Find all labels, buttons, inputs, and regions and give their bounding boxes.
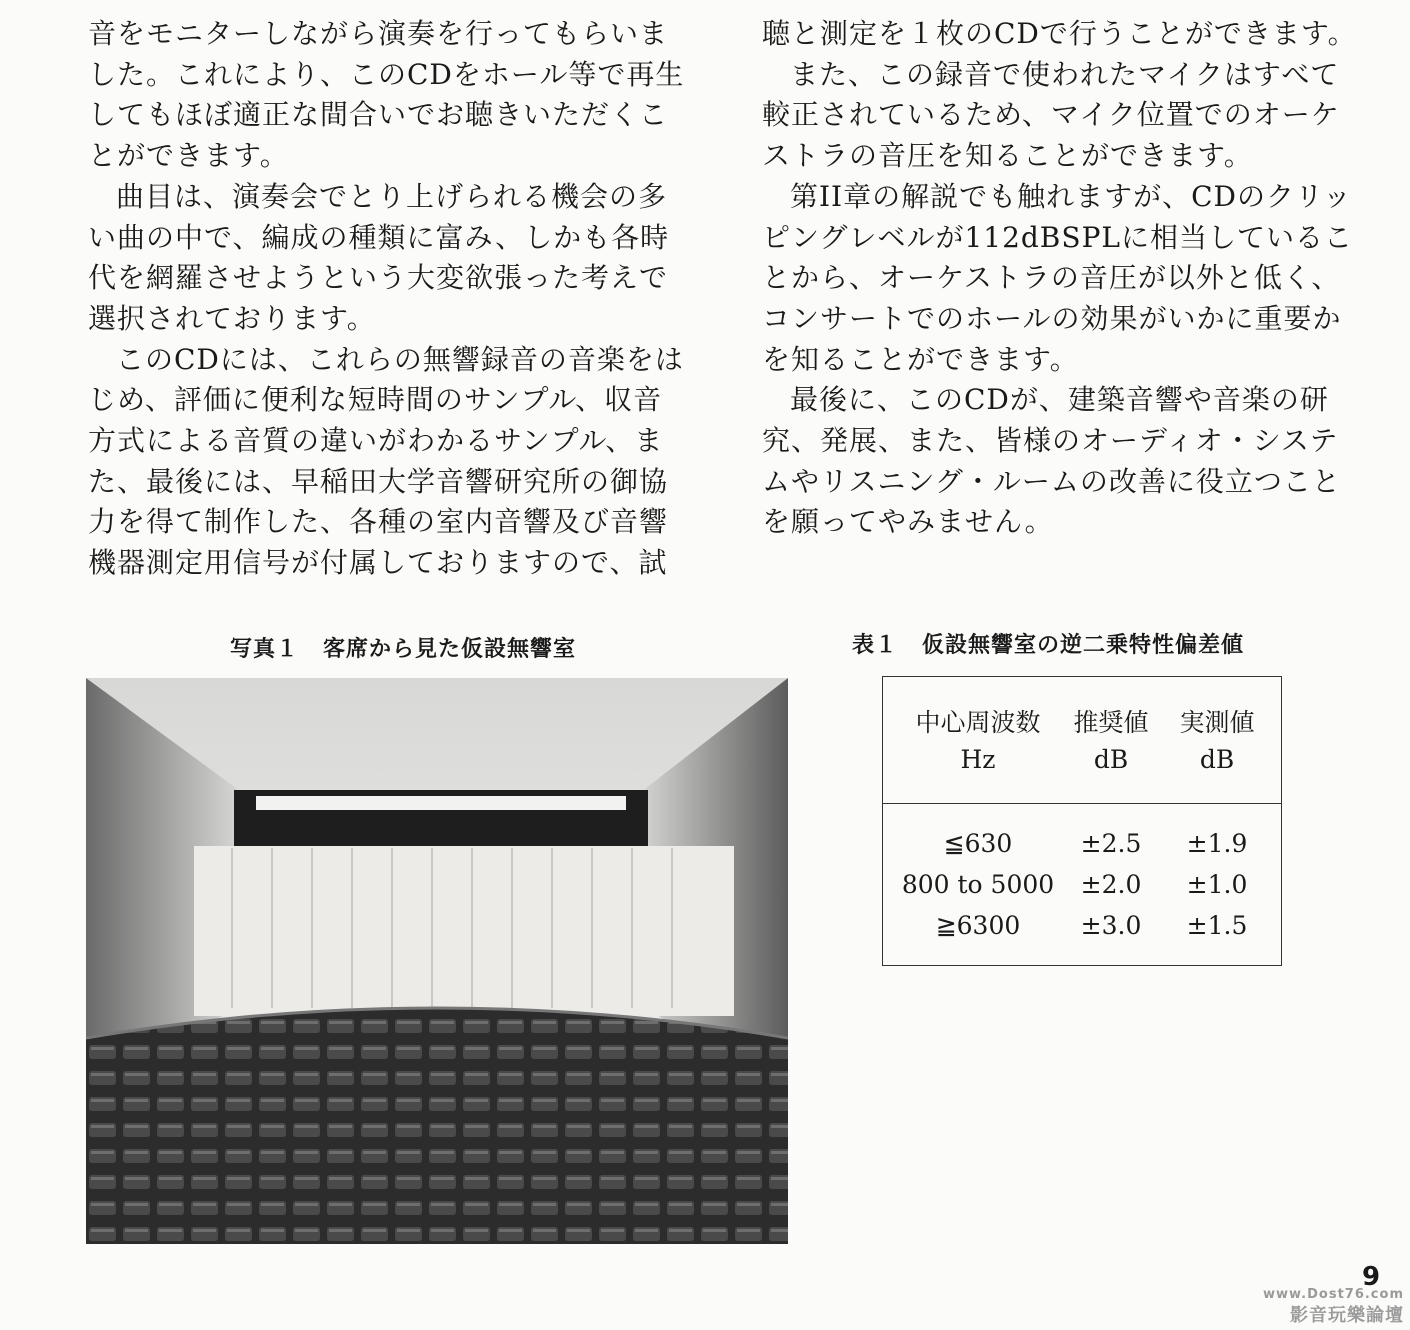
header-measured-unit: dB: [1199, 745, 1235, 774]
watermark: [1250, 1286, 1410, 1330]
paragraph: 聴と測定を１枚のCDで行うことができます。: [762, 17, 1357, 50]
photo-caption: [230, 632, 576, 663]
paragraph: 最後に、このCDが、建築音響や音楽の研究、発展、また、皆様のオーディオ・システムやリスニング・ルームの改善に役立つことを願ってやみません。: [762, 383, 1341, 539]
header-recommended: 推奨値: [1073, 708, 1149, 737]
header-recommended-unit: dB: [1093, 745, 1129, 774]
photo-caption-number: 写真１: [230, 637, 300, 662]
table-caption-number: 表１: [852, 633, 899, 658]
table-row-recommended: ±2.0: [1080, 870, 1142, 899]
table-row-band: ≧6300: [935, 911, 1021, 940]
photo-anechoic-room: [86, 678, 788, 1244]
paragraph: このCDには、これらの無響録音の音楽をはじめ、評価に便利な短時間のサンプル、収音方式による音質の違いがわかるサンプル、また、最後には、早稲田大学音響研究所の御協力を得て制作した、各種の室内音響及び音響機器測定用信号が付属しておりますので、試: [88, 342, 684, 580]
table-caption: [852, 628, 1244, 659]
photo-caption-title: 客席から見た仮設無響室: [323, 637, 577, 662]
deviation-table: [882, 676, 1282, 966]
table-row-measured: ±1.5: [1186, 911, 1248, 940]
table-row-band: 800 to 5000: [901, 870, 1055, 899]
paragraph: 曲目は、演奏会でとり上げられる機会の多い曲の中で、編成の種類に富み、しかも各時代を網羅させようという大変欲張った考えで選択されております。: [88, 179, 670, 335]
paragraph: また、この録音で使われたマイクはすべて較正されているため、マイク位置でのオーケストラの音圧を知ることができます。: [762, 57, 1340, 173]
text-column-left: [88, 14, 688, 584]
table-row-measured: ±1.9: [1186, 829, 1248, 858]
table-row-measured: ±1.0: [1186, 870, 1248, 899]
table-caption-title: 仮設無響室の逆二乗特性偏差値: [922, 633, 1245, 658]
header-frequency: 中心周波数: [915, 708, 1041, 737]
paragraph: 音をモニターしながら演奏を行ってもらいました。これにより、このCDをホール等で再生してもほぼ適正な間合いでお聴きいただくことができます。: [88, 17, 685, 173]
table-row-recommended: ±3.0: [1080, 911, 1142, 940]
table-header: [883, 677, 1281, 804]
text-column-right: [762, 14, 1362, 543]
table-row-band: ≦630: [943, 829, 1013, 858]
paragraph: 第II章の解説でも触れますが、CDのクリッピングレベルが112dBSPLに相当していることから、オーケストラの音圧が以外と低く、コンサートでのホールの効果がいかに重要かを知ることができます。: [762, 179, 1354, 376]
watermark-url: www.Dost76.com: [1262, 1287, 1404, 1302]
page-number: 9: [1362, 1262, 1381, 1292]
watermark-name: 影音玩樂論壇: [1290, 1305, 1404, 1326]
table-row-recommended: ±2.5: [1080, 829, 1142, 858]
hall-photo-illustration: [86, 678, 788, 1244]
header-frequency-unit: Hz: [960, 745, 996, 774]
header-measured: 実測値: [1179, 708, 1255, 737]
